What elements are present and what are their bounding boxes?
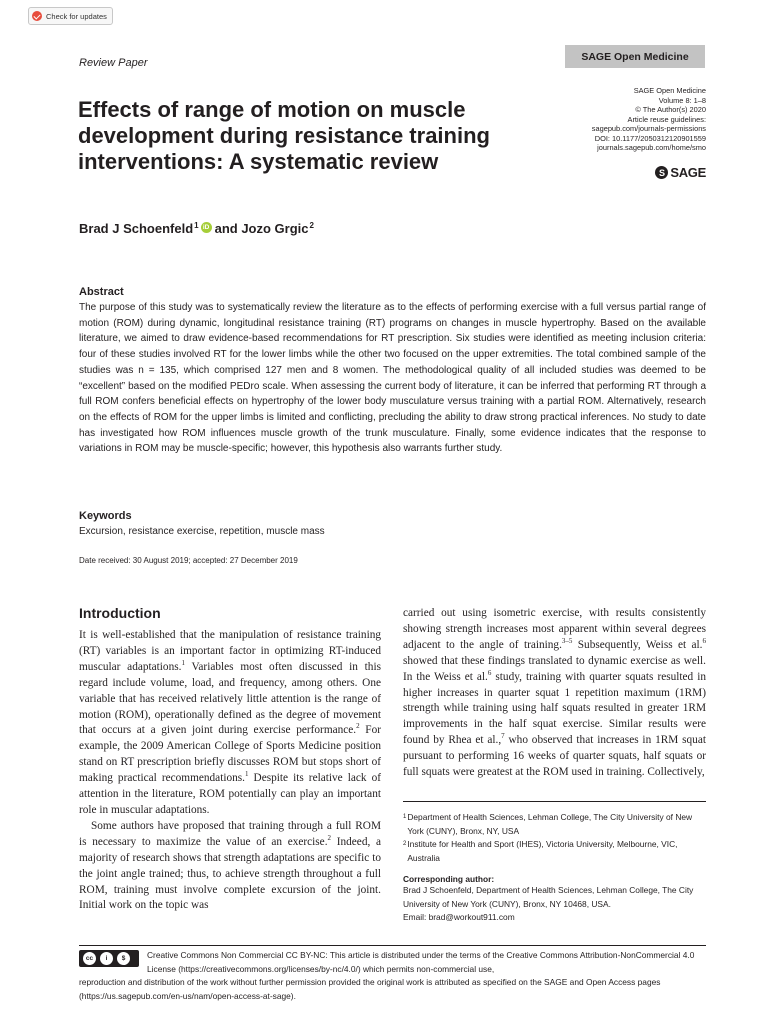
corresponding-author xyxy=(403,884,706,925)
paragraph: It is well-established that the manipulation of resistance training (RT) variables is an important factor in optimizing RT-induced muscular adaptations.$^1$ Variables most often discussed in this regard include volume, load, and frequency, among others. One variable that has received relatively little attention is the range of motion (ROM), operationally defined as the degree of movement that occurs at a given joint during exercise performance.$^2$ For example, the 2009 American College of Sports Medicine position stand on RT prescription briefly discusses ROM but stops short of making practical recommendations.$^1$ Despite its relative lack of attention in the literature, ROM potentially can play an important role in muscular adaptations. xyxy=(79,629,382,816)
article-type: Review Paper xyxy=(79,57,148,69)
meta-reuse-link[interactable]: sagepub.com/journals-permissions xyxy=(591,124,706,133)
keywords-heading: Keywords xyxy=(79,510,132,522)
check-for-updates-button[interactable] xyxy=(28,7,113,25)
affiliation-item: 1 Department of Health Sciences, Lehman College, The City University of New York (CUNY), Bronx, NY, USA xyxy=(403,812,693,836)
license-text-continued: reproduction and distribution of the work without further permission provided the original work is attributed as specified on the SAGE and Open Access pages (https://us.sagepub.com/en-us/nam/open-access-at-sage). xyxy=(79,977,661,1001)
license-divider xyxy=(79,945,706,946)
sage-s-icon: S xyxy=(655,166,668,179)
corresponding-heading: Corresponding author: xyxy=(403,874,495,884)
body-column-left xyxy=(79,628,381,914)
author-connector: and Jozo Grgic xyxy=(214,221,309,236)
author-list xyxy=(79,221,314,236)
citation-ref[interactable]: 3–5 xyxy=(561,637,573,646)
cc-by-nc-badge[interactable] xyxy=(79,950,139,967)
citation-ref[interactable]: 1 xyxy=(245,770,249,779)
sage-logo-text: SAGE xyxy=(670,165,706,180)
footnote-divider xyxy=(403,801,706,802)
author-affil-marker: 1 xyxy=(194,221,199,230)
citation-ref[interactable]: 6 xyxy=(487,668,492,677)
abstract-text: The purpose of this study was to systematically review the literature as to the effects of performing exercise with a full versus partial range of motion (ROM) during dynamic, longitudinal resistance training (RT) programs on changes in muscle hypertrophy. Based on the available literature, we aimed to draw evidence-based recommendations for RT prescription. Six studies were identified as meeting inclusion criteria: four of these studies involved RT for the lower limbs while the other two focused on the upper extremities. The total combined sample of the studies was n = 135, which comprised 127 men and 8 women. The methodological quality of all included studies was deemed to be “excellent” based on the modified PEDro scale. When assessing the current body of literature, it can be inferred that performing RT through a full ROM confers beneficial effects on hypertrophy of the lower body musculature versus training with a partial ROM. Alternatively, research on the effects of ROM for the upper limbs is limited and conflicting, precluding the ability to draw strong practical inferences. No study to date has investigated how ROM influences muscle growth of the trunk musculature. Finally, some evidence indicates that the response to variations in ROM may be muscle-specific; however, this hypothesis also warrants further study. xyxy=(79,302,706,455)
orcid-icon[interactable]: iD xyxy=(201,222,212,233)
attribution-icon: i xyxy=(99,951,114,966)
abstract-heading: Abstract xyxy=(79,286,124,298)
citation-ref[interactable]: 2 xyxy=(327,834,332,843)
citation-ref[interactable]: 7 xyxy=(501,732,505,741)
section-heading: Introduction xyxy=(79,605,161,621)
meta-journal: SAGE Open Medicine xyxy=(633,86,706,95)
author-name: Brad J Schoenfeld xyxy=(79,221,194,236)
meta-reuse-label: Article reuse guidelines: xyxy=(627,114,706,124)
citation-ref[interactable]: 6 xyxy=(702,637,706,646)
author-affil-marker: 2 xyxy=(309,221,314,230)
article-title: Effects of range of motion on muscle development during resistance training interventions: A systematic review xyxy=(78,97,490,174)
corresponding-email[interactable]: Email: brad@workout911.com xyxy=(403,912,515,923)
journal-banner: SAGE Open Medicine xyxy=(565,45,705,68)
affiliation-item: 2 Institute for Health and Sport (IHES), Victoria University, Melbourne, VIC, Australia xyxy=(403,839,678,863)
noncommercial-icon: $ xyxy=(116,951,131,966)
date-received: Date received: 30 August 2019; accepted: 27 December 2019 xyxy=(79,556,298,565)
sage-logo xyxy=(655,165,706,180)
body-column-right: carried out using isometric exercise, with results consistently showing strength increases most apparent within several degrees adjacent to the angle of training.$^{3-5}$ Subsequently, Weiss et al.$^6$ showed that these findings translated to dynamic exercise as well. In the Weiss et al.$^6$ study, training with quarter squats resulted in higher increases in quarter squat 1 repetition maximum (1RM) strength while training using half squats resulted in greater 1RM improvements in the half squat exercise. Similar results were found by Rhea et al.,$^7$ who observed that increases in 1RM squat pursuant to performing 16 weeks of quarter squats, half squats or full squats were greatest at the ROM used in training. Collectively, xyxy=(403,607,706,779)
paragraph: Some authors have proposed that training through a full ROM is necessary to maximize the value of an exercise.$^2$ Indeed, a majority of research shows that strength adaptations are specific to the joint angle trained; thus, to achieve strength throughout a full ROM, training must involve complete excursion of the joint. Initial work on the topic was xyxy=(79,819,382,912)
affiliations xyxy=(403,811,706,865)
keywords-text: Excursion, resistance exercise, repetition, muscle mass xyxy=(79,526,325,537)
corresponding-address: Brad J Schoenfeld, Department of Health Sciences, Lehman College, The City University of New York (CUNY), Bronx, NY 10468, USA. xyxy=(403,885,694,909)
meta-copyright: © The Author(s) 2020 xyxy=(635,105,706,114)
cc-icon: cc xyxy=(82,951,97,966)
check-icon xyxy=(32,11,42,21)
article-meta xyxy=(592,86,706,153)
meta-home-link[interactable]: journals.sagepub.com/home/smo xyxy=(597,143,706,152)
meta-doi[interactable]: DOI: 10.1177/2050312120901559 xyxy=(594,133,706,143)
license-text: Creative Commons Non Commercial CC BY-NC: This article is distributed under the terms of the Creative Commons Attribution-NonCommercial 4.0 License (https://creativecommons.org/licenses/by-nc/4.0/) which permits non-commercial use, xyxy=(147,950,695,974)
meta-volume: Volume 8: 1–8 xyxy=(658,95,706,105)
citation-ref[interactable]: 1 xyxy=(181,659,185,668)
citation-ref[interactable]: 2 xyxy=(356,722,360,731)
check-for-updates-label: Check for updates xyxy=(46,11,107,21)
